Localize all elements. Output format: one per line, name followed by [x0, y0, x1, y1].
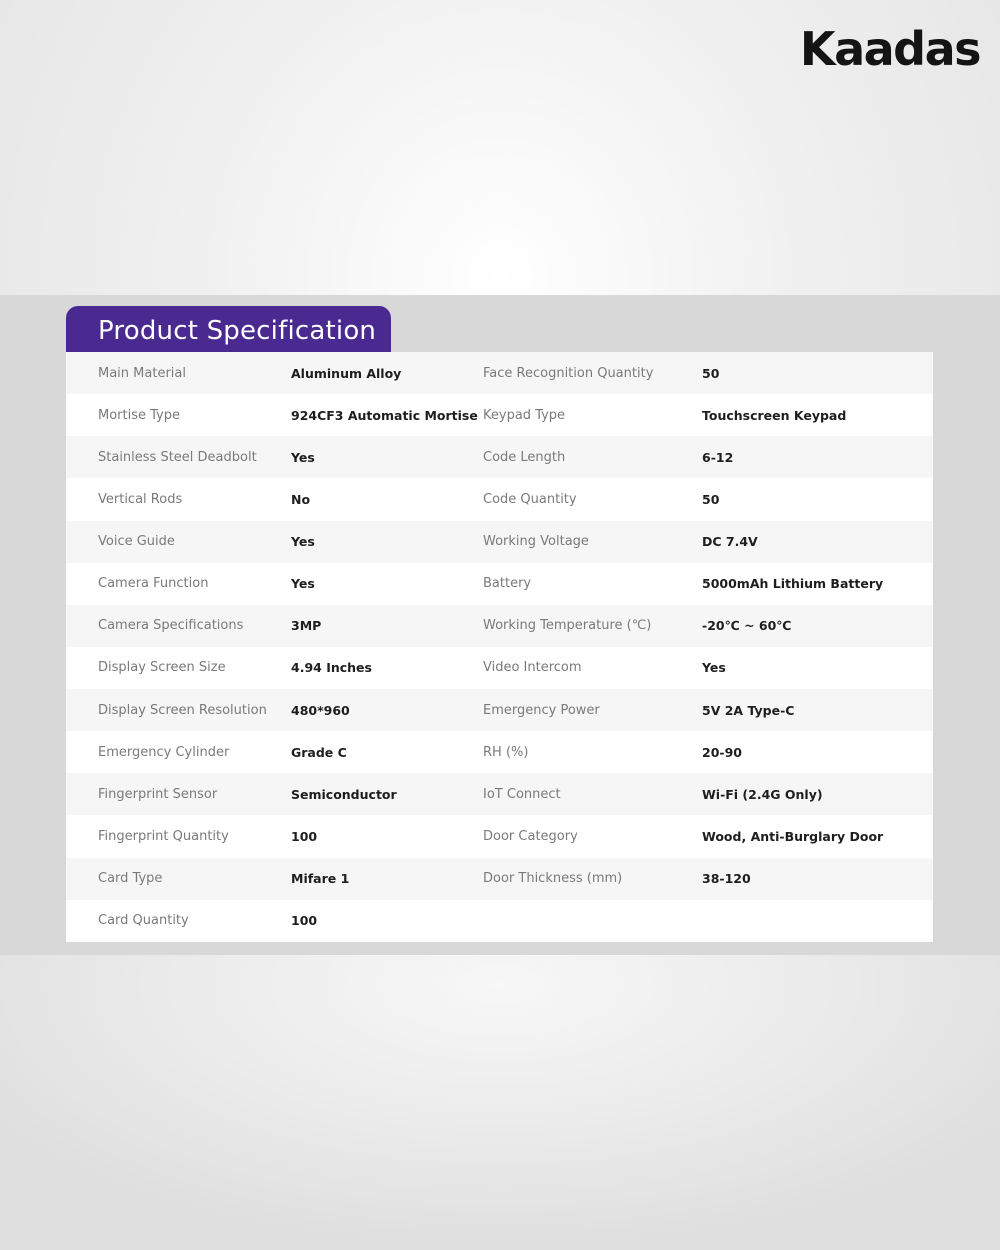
- spec-value: No: [291, 491, 311, 507]
- table-row: [66, 352, 933, 394]
- table-row: [66, 900, 933, 942]
- spec-label: Keypad Type: [483, 407, 566, 423]
- spec-value: 5000mAh Lithium Battery: [702, 576, 884, 592]
- spec-label: Door Category: [483, 828, 578, 844]
- spec-value: Touchscreen Keypad: [702, 407, 847, 423]
- spec-label: Vertical Rods: [98, 491, 183, 507]
- spec-value: Grade C: [291, 744, 347, 760]
- spec-label: IoT Connect: [483, 786, 561, 802]
- spec-value: 480*960: [291, 702, 350, 718]
- spec-value: 50: [702, 365, 720, 381]
- spec-label: Voice Guide: [98, 534, 175, 550]
- table-row: [66, 478, 933, 520]
- spec-value: Yes: [702, 660, 726, 676]
- spec-label: Battery: [483, 576, 532, 592]
- spec-value: DC 7.4V: [702, 534, 758, 550]
- spec-label: Working Temperature (℃): [483, 618, 652, 634]
- spec-value: 100: [291, 828, 318, 844]
- spec-label: Mortise Type: [98, 407, 180, 423]
- spec-value: Semiconductor: [291, 786, 397, 802]
- spec-value: 100: [291, 913, 318, 929]
- spec-value: -20℃ ~ 60℃: [702, 618, 792, 634]
- spec-label: Fingerprint Sensor: [98, 786, 218, 802]
- table-row: [66, 605, 933, 647]
- spec-value: Yes: [291, 534, 315, 550]
- spec-value: Aluminum Alloy: [291, 365, 402, 381]
- spec-value: 3MP: [291, 618, 322, 634]
- spec-label: Display Screen Size: [98, 660, 226, 676]
- spec-label: Stainless Steel Deadbolt: [98, 449, 257, 465]
- spec-label: Card Type: [98, 871, 163, 887]
- table-row: [66, 731, 933, 773]
- spec-label: Working Voltage: [483, 534, 589, 550]
- spec-label: Camera Function: [98, 576, 209, 592]
- spec-label: Door Thickness (mm): [483, 871, 623, 887]
- spec-value: Wi-Fi (2.4G Only): [702, 786, 823, 802]
- spec-value: 50: [702, 491, 720, 507]
- spec-label: Code Length: [483, 449, 566, 465]
- table-row: [66, 394, 933, 436]
- spec-label: Video Intercom: [483, 660, 582, 676]
- spec-value: Yes: [291, 576, 315, 592]
- spec-value: 4.94 Inches: [291, 660, 372, 676]
- spec-value: 5V 2A Type-C: [702, 702, 795, 718]
- table-row: [66, 858, 933, 900]
- table-row: [66, 647, 933, 689]
- brand-logo: Kaadas: [799, 22, 980, 76]
- spec-label: Fingerprint Quantity: [98, 828, 229, 844]
- section-title: Product Specification: [66, 306, 391, 358]
- spec-label: Code Quantity: [483, 491, 577, 507]
- spec-value: Yes: [291, 449, 315, 465]
- spec-value: Wood, Anti-Burglary Door: [702, 828, 884, 844]
- spec-table: [66, 352, 933, 942]
- spec-label: RH (%): [483, 744, 529, 760]
- spec-label: Camera Specifications: [98, 618, 244, 634]
- spec-value: Mifare 1: [291, 871, 350, 887]
- table-row: [66, 689, 933, 731]
- spec-label: Card Quantity: [98, 913, 189, 929]
- spec-label: Main Material: [98, 365, 186, 381]
- background-lower: [0, 955, 1000, 1250]
- spec-label: Display Screen Resolution: [98, 702, 267, 718]
- spec-value: 38-120: [702, 871, 751, 887]
- spec-value: 924CF3 Automatic Mortise: [291, 407, 478, 423]
- spec-label: Face Recognition Quantity: [483, 365, 654, 381]
- table-row: [66, 815, 933, 857]
- table-row: [66, 773, 933, 815]
- spec-value: 6-12: [702, 449, 734, 465]
- spec-label: Emergency Cylinder: [98, 744, 230, 760]
- spec-value: 20-90: [702, 744, 742, 760]
- spec-label: Emergency Power: [483, 702, 600, 718]
- table-row: [66, 521, 933, 563]
- table-row: [66, 563, 933, 605]
- table-row: [66, 436, 933, 478]
